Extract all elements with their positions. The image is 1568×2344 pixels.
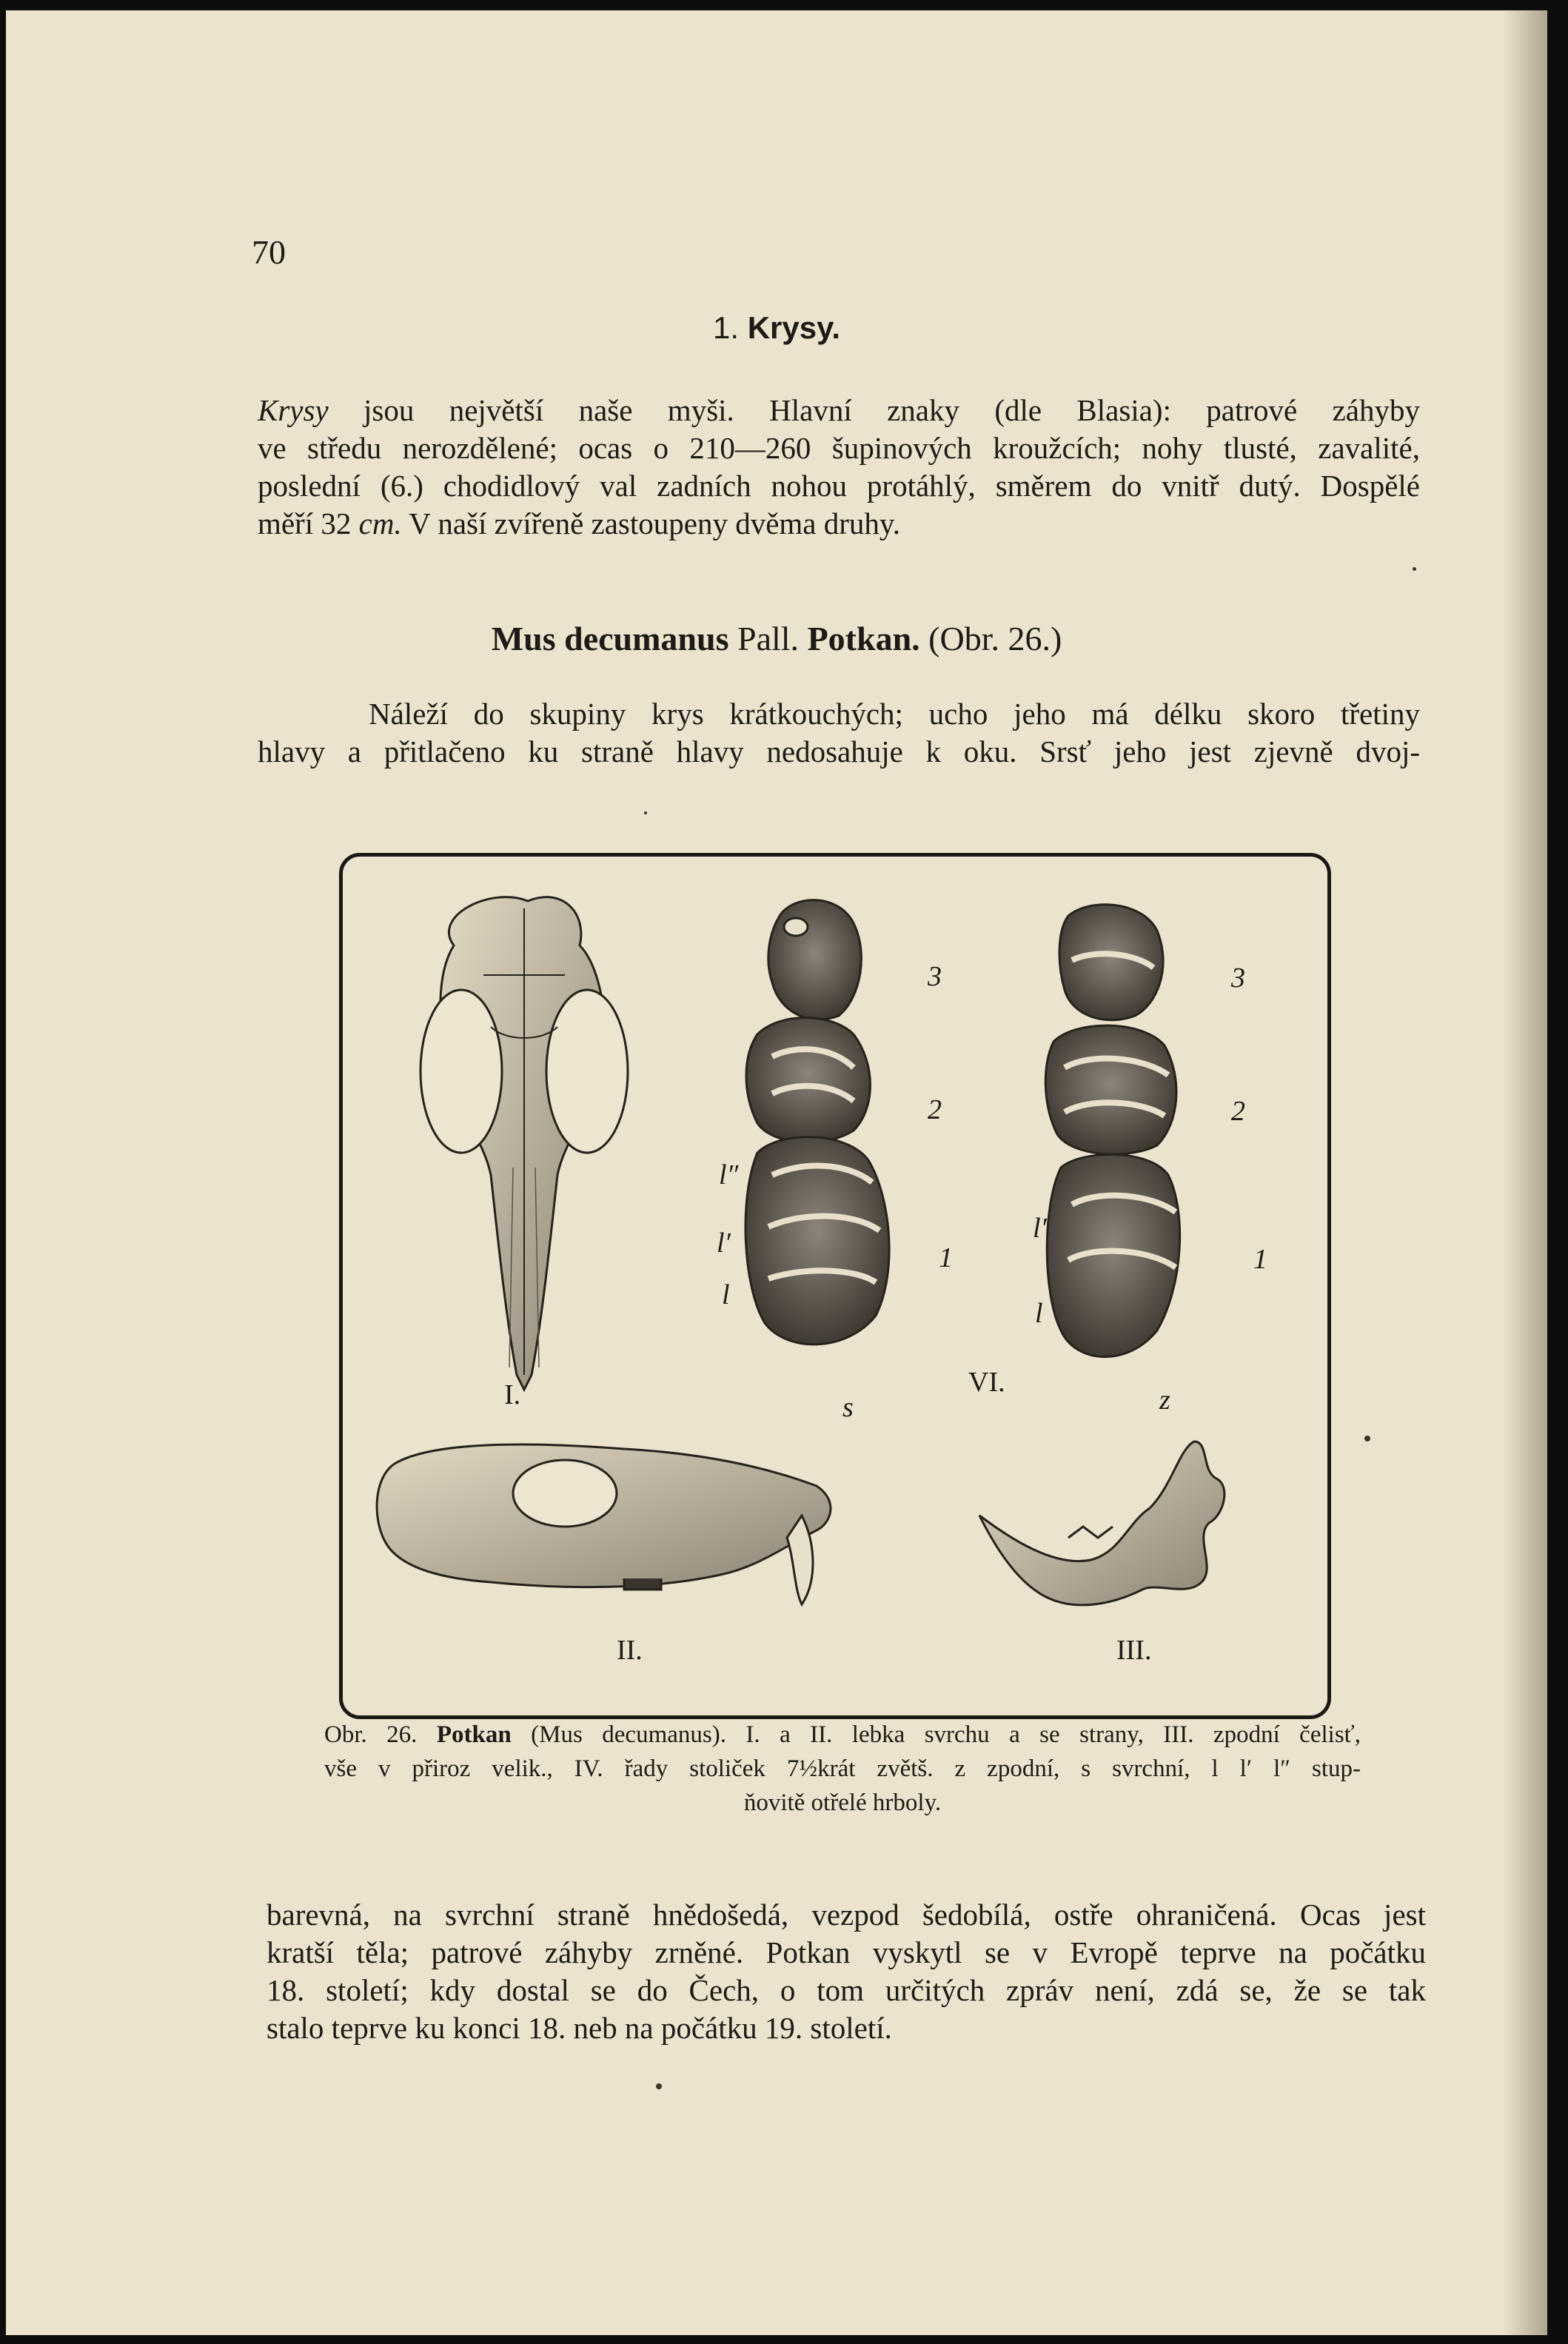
section-heading: [6, 310, 1547, 346]
text-line: ve středu nerozdělené; ocas o 210—260 šupinových kroužcích; nohy tlusté, zavalité,: [258, 431, 1420, 465]
label-cusp-l2-upper: l″: [719, 1159, 739, 1191]
text-line: [258, 505, 1420, 543]
label-cusp-l0-upper: l: [722, 1279, 730, 1310]
label-cusp-l0-lower: l: [1035, 1298, 1043, 1329]
book-page: [6, 10, 1547, 2335]
page-number: 70: [252, 233, 286, 271]
italic-term: Krysy: [258, 393, 329, 427]
label-molar-2-lower: 2: [1231, 1096, 1245, 1127]
figure-reference: (Obr. 26.): [919, 620, 1062, 657]
species-czech-name: Potkan.: [807, 620, 920, 657]
label-jaw: III.: [1116, 1635, 1152, 1666]
caption-line: ňovitě otřelé hrboly.: [743, 1789, 942, 1816]
line-text: měří 32: [258, 506, 359, 540]
text-line: Náleží do skupiny krys krátkouchých; ucho jeho má délku skoro třetiny: [369, 697, 1420, 731]
closing-paragraph: [267, 1896, 1426, 2047]
label-teeth: VI.: [968, 1367, 1005, 1398]
species-heading: [6, 619, 1547, 658]
line-text: jsou největší naše myši. Hlavní znaky (dle Blasia): patrové záhyby: [328, 393, 1420, 427]
species-author: Pall.: [728, 620, 808, 657]
label-skull-side: II.: [617, 1635, 643, 1666]
text-line: 18. století; kdy dostal se do Čech, o tom určitých zpráv není, zdá se, že se tak: [267, 1973, 1426, 2007]
label-molar-3-upper: 3: [928, 961, 942, 992]
caption-figure-number: Obr. 26.: [324, 1721, 437, 1748]
line-text: V naší zvířeně zastoupeny dvěma druhy.: [401, 506, 900, 540]
section-number: 1.: [712, 310, 740, 345]
label-molar-1-lower: 1: [1253, 1244, 1267, 1275]
print-speck: [644, 811, 647, 814]
text-line: stalo teprve ku konci 18. neb na počátku 19. století.: [267, 2011, 892, 2045]
lower-molar-row: [1045, 905, 1179, 1357]
italic-unit: cm.: [358, 506, 402, 540]
text-line: poslední (6.) chodidlový val zadních nohou protáhlý, směrem do vnitř dutý. Dospělé: [258, 469, 1420, 503]
print-speck: [656, 2083, 662, 2089]
species-latin-name: Mus decumanus: [491, 620, 729, 657]
label-cusp-l1-lower: l′: [1033, 1213, 1047, 1244]
caption-line: vše v přiroz velik., IV. řady stoliček 7½krát zvětš. z zpodní, s svrchní, l l′ l″ stup-: [324, 1755, 1361, 1782]
figure-illustration: [343, 857, 1327, 1715]
text-line: barevná, na svrchní straně hnědošedá, vezpod šedobílá, ostře ohraničená. Ocas jest: [267, 1898, 1426, 1932]
skull-top-view: [421, 897, 628, 1390]
caption-line: [324, 1718, 1361, 1752]
label-molar-2-upper: 2: [928, 1094, 942, 1125]
label-upper-row: s: [842, 1392, 854, 1423]
upper-molar-row: [746, 900, 889, 1345]
text-line: [258, 392, 1420, 429]
intro-paragraph: [258, 392, 1420, 543]
label-molar-3-lower: 3: [1231, 962, 1245, 994]
caption-species-name: Potkan: [436, 1721, 512, 1748]
text-line: hlavy a přitlačeno ku straně hlavy nedosahuje k oku. Srsť jeho jest zjevně dvoj-: [258, 734, 1420, 769]
caption-text: (Mus decumanus). I. a II. lebka svrchu a se strany, III. zpodní čelisť,: [511, 1721, 1361, 1748]
figure-caption: [324, 1718, 1361, 1820]
print-speck: [1364, 1436, 1370, 1441]
figure-frame: [339, 853, 1331, 1719]
print-speck: [1413, 567, 1416, 571]
text-line: kratší těla; patrové záhyby zrněné. Potkan vyskytl se v Evropě teprve na počátku: [267, 1935, 1426, 1969]
section-title: Krysy.: [747, 310, 840, 345]
lower-jaw-view: [979, 1441, 1224, 1605]
label-cusp-l1-upper: l′: [717, 1228, 731, 1259]
label-skull-top: I.: [504, 1379, 521, 1410]
species-paragraph: [258, 695, 1420, 771]
skull-side-view: [377, 1444, 831, 1604]
label-lower-row: z: [1159, 1384, 1170, 1416]
label-molar-1-upper: 1: [939, 1242, 953, 1273]
